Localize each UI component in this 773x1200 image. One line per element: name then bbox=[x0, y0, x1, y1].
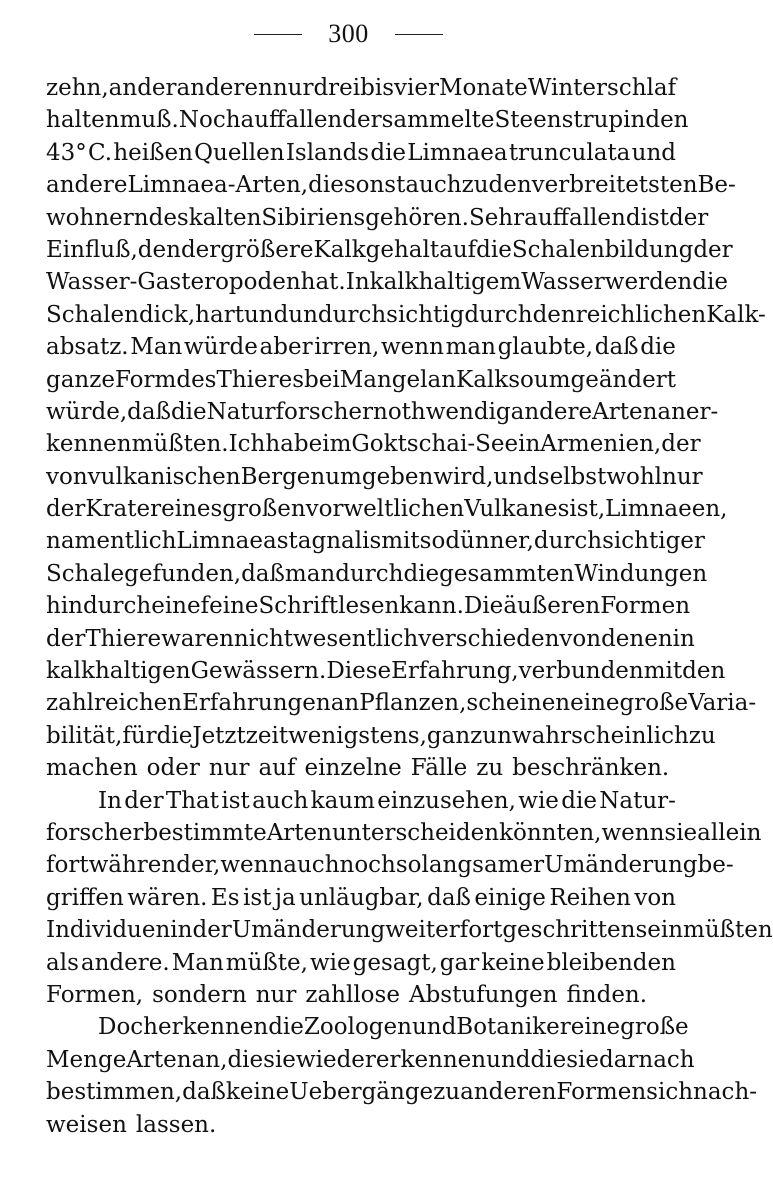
text-line: wohnern des kalten Sibiriens gehören. Sehr auffallend ist der bbox=[46, 204, 709, 231]
text-line: Schale gefunden, daß man durch die gesammten Windungen bbox=[46, 560, 708, 587]
text-line: andere Limnaea-Arten, die sonst auch zu den verbreitetsten Be- bbox=[46, 172, 736, 199]
text-line: kennen müßten. Ich habe im Goktschai-See in Armenien, der bbox=[46, 431, 701, 458]
text-line: Formen, sondern nur zahllose Abstufungen finden. bbox=[46, 981, 648, 1008]
header-rule-left bbox=[254, 34, 302, 35]
text-line: der Krater eines großen vorweltlichen Vulkanes ist, Limnaeen, bbox=[46, 496, 728, 523]
text-line: forscher bestimmte Arten unterscheiden könnten, wenn sie alle in bbox=[46, 819, 762, 846]
page-header bbox=[0, 16, 697, 52]
text-line: bilität, für die Jetztzeit wenigstens, ganz unwahrscheinlich zu bbox=[46, 722, 716, 749]
text-line: als andere. Man müßte, wie gesagt, gar keine bleibenden bbox=[46, 949, 676, 976]
text-line: zahlreichen Erfahrungen an Pflanzen, scheinen eine große Varia- bbox=[46, 690, 757, 717]
text-line: würde, daß die Naturforscher nothwendig andere Arten aner- bbox=[46, 398, 719, 425]
text-line: absatz. Man würde aber irren, wenn man glaubte, daß die bbox=[46, 334, 676, 361]
text-line: weisen lassen. bbox=[46, 1111, 217, 1138]
text-line: zehn, an der anderen nur drei bis vier Monate Winterschlaf bbox=[46, 75, 677, 101]
text-line: ganze Form des Thieres bei Mangel an Kalk so umgeändert bbox=[46, 366, 676, 393]
text-line: kalkhaltigen Gewässern. Diese Erfahrung, verbunden mit den bbox=[46, 658, 726, 685]
header-rule-right bbox=[395, 34, 443, 35]
body-text bbox=[46, 72, 773, 1141]
text-line: Einfluß, den der größere Kalkgehalt auf die Schalenbildung der bbox=[46, 236, 733, 263]
text-line: hindurch eine feine Schrift lesen kann. Die äußeren Formen bbox=[46, 593, 691, 620]
text-line: Doch erkennen die Zoologen und Botaniker eine große bbox=[98, 1014, 689, 1041]
text-line: griffen wären. Es ist ja unläugbar, daß einige Reihen von bbox=[46, 884, 676, 911]
text-line: der Thiere waren nicht wesentlich verschieden von denen in bbox=[46, 625, 695, 652]
text-line: Menge Arten an, die sie wiedererkennen und die sie darnach bbox=[46, 1046, 695, 1073]
text-line: In der That ist auch kaum einzusehen, wie die Natur- bbox=[98, 787, 676, 814]
text-line: machen oder nur auf einzelne Fälle zu beschränken. bbox=[46, 755, 670, 782]
text-line: Individuen in der Umänderung weiter fortgeschritten sein müßten bbox=[46, 917, 773, 944]
text-line: Wasser-Gasteropoden hat. In kalkhaltigem Wasser werden die bbox=[46, 269, 728, 296]
text-line: halten muß. Noch auffallender sammelte Steenstrup in den bbox=[46, 107, 689, 134]
text-line: fortwährender, wenn auch noch so langsamer Umänderung be- bbox=[46, 852, 734, 879]
text-line: von vulkanischen Bergen umgeben wird, und selbst wohl nur bbox=[46, 463, 703, 490]
text-line: Schalen dick, hart und undurchsichtig durch den reichlichen Kalk- bbox=[46, 301, 766, 328]
text-line: namentlich Limnaea stagnalis mit so dünner, durchsichtiger bbox=[46, 528, 705, 555]
text-line: 43° C. heißen Quellen Islands die Limnaea trunculata und bbox=[46, 139, 676, 166]
page-number: 300 bbox=[328, 19, 369, 48]
text-line: bestimmen, daß keine Uebergänge zu anderen Formen sich nach- bbox=[46, 1079, 758, 1106]
